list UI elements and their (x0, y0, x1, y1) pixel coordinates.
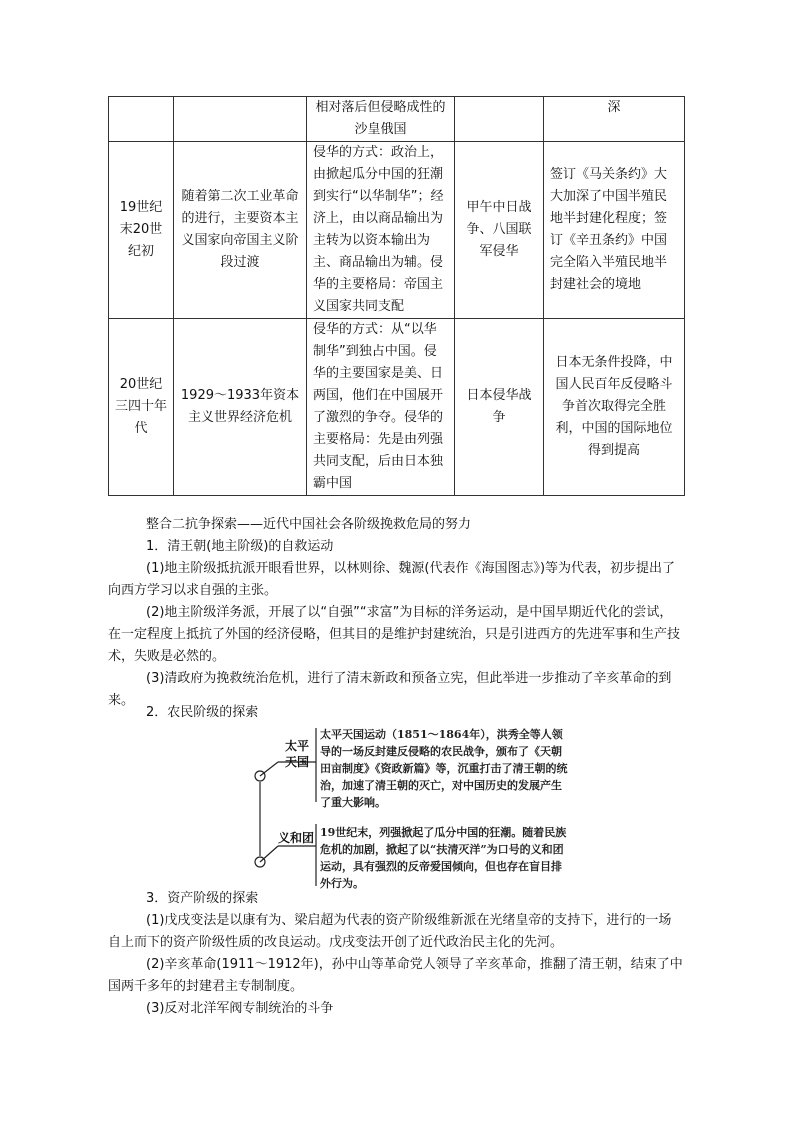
paragraph: (1)地主阶级抵抗派开眼看世界，以林则徐、魏源(代表作《海国图志》)等为代表，初步提出了向西方学习以求自强的主张。 (108, 561, 676, 598)
paragraph: (2)辛亥革命(1911～1912年)，孙中山等革命党人领导了辛亥革命，推翻了清王朝，结束了中国两千多年的封建君主专制制度。 (108, 957, 683, 994)
section-heading-2: 2．农民阶级的探索 (146, 705, 259, 720)
table-row (109, 142, 685, 319)
section-heading-1: 1．清王朝(地主阶级)的自救运动 (146, 539, 334, 554)
taiping-label: 太平天国 (284, 739, 309, 769)
table-cell: 侵华的方式：从“以华制华”到独占中国。侵华的主要国家是美、日两国，他们在中国展开了激烈的争夺。侵华的主要格局：先是由列强共同支配，后由日本独霸中国 (307, 319, 455, 496)
peasant-diagram (250, 724, 570, 894)
history-table (108, 96, 685, 496)
table-row (109, 97, 685, 142)
table-cell: 1929～1933年资本主义世界经济危机 (174, 319, 307, 496)
table-cell: 侵华的方式：政治上，由掀起瓜分中国的狂潮到实行“以华制华”；经济上，由以商品输出为主转为以资本输出为主、商品输出为辅。侵华的主要格局：帝国主义国家共同支配 (307, 142, 455, 319)
taiping-text: 太平天国运动（1851～1864年），洪秀全等人领导的一场反封建反侵略的农民战争，颁布了《天朝田亩制度》《资政新篇》等，沉重打击了清王朝的统治，加速了清王朝的灭亡，对中国历史的发展产生了重大影响。 (320, 728, 568, 809)
table-cell: 随着第二次工业革命的进行，主要资本主义国家向帝国主义阶段过渡 (174, 142, 307, 319)
boxer-text: 19世纪末，列强掀起了瓜分中国的狂潮。随着民族危机的加剧，掀起了以“扶清灭洋”为口号的义和团运动，具有强烈的反帝爱国倾向，但也存在盲目排外行为。 (320, 826, 567, 890)
table-cell: 19世纪末20世纪初 (109, 142, 174, 319)
table-cell: 日本侵华战争 (455, 319, 544, 496)
paragraph: (1)戊戌变法是以康有为、梁启超为代表的资产阶级维新派在光绪皇帝的支持下，进行的一场自上而下的资产阶级性质的改良运动。戊戌变法开创了近代政治民主化的先河。 (108, 913, 672, 950)
table-cell: 签订《马关条约》大大加深了中国半殖民地半封建化程度；签订《辛丑条约》中国完全陷入半殖民地半封建社会的境地 (544, 142, 685, 319)
boxer-label: 义和团 (277, 831, 314, 845)
paragraph: (2)地主阶级洋务派，开展了以“自强”“求富”为目标的洋务运动，是中国早期近代化的尝试，在一定程度上抵抗了外国的经济侵略，但其目的是维护封建统治，只是引进西方的先进军事和生产技术，失败是必然的。 (108, 605, 681, 664)
table-cell: 相对落后但侵略成性的沙皇俄国 (307, 97, 455, 142)
table-cell (455, 97, 544, 142)
table-cell: 深 (544, 97, 685, 142)
paragraph: (3)清政府为挽救统治危机，进行了清末新政和预备立宪，但此举进一步推动了辛亥革命的到来。 (108, 671, 672, 708)
table-cell (109, 97, 174, 142)
table-cell: 20世纪三四十年代 (109, 319, 174, 496)
table-cell: 日本无条件投降，中国人民百年反侵略斗争首次取得完全胜利，中国的国际地位得到提高 (544, 319, 685, 496)
table-cell: 甲午中日战争、八国联军侵华 (455, 142, 544, 319)
table-row (109, 319, 685, 496)
section-heading-3: 3．资产阶级的探索 (146, 891, 259, 906)
table-cell (174, 97, 307, 142)
paragraph: (3)反对北洋军阀专制统治的斗争 (146, 1001, 334, 1016)
section-title: 整合二抗争探索——近代中国社会各阶级挽救危局的努力 (146, 517, 472, 532)
